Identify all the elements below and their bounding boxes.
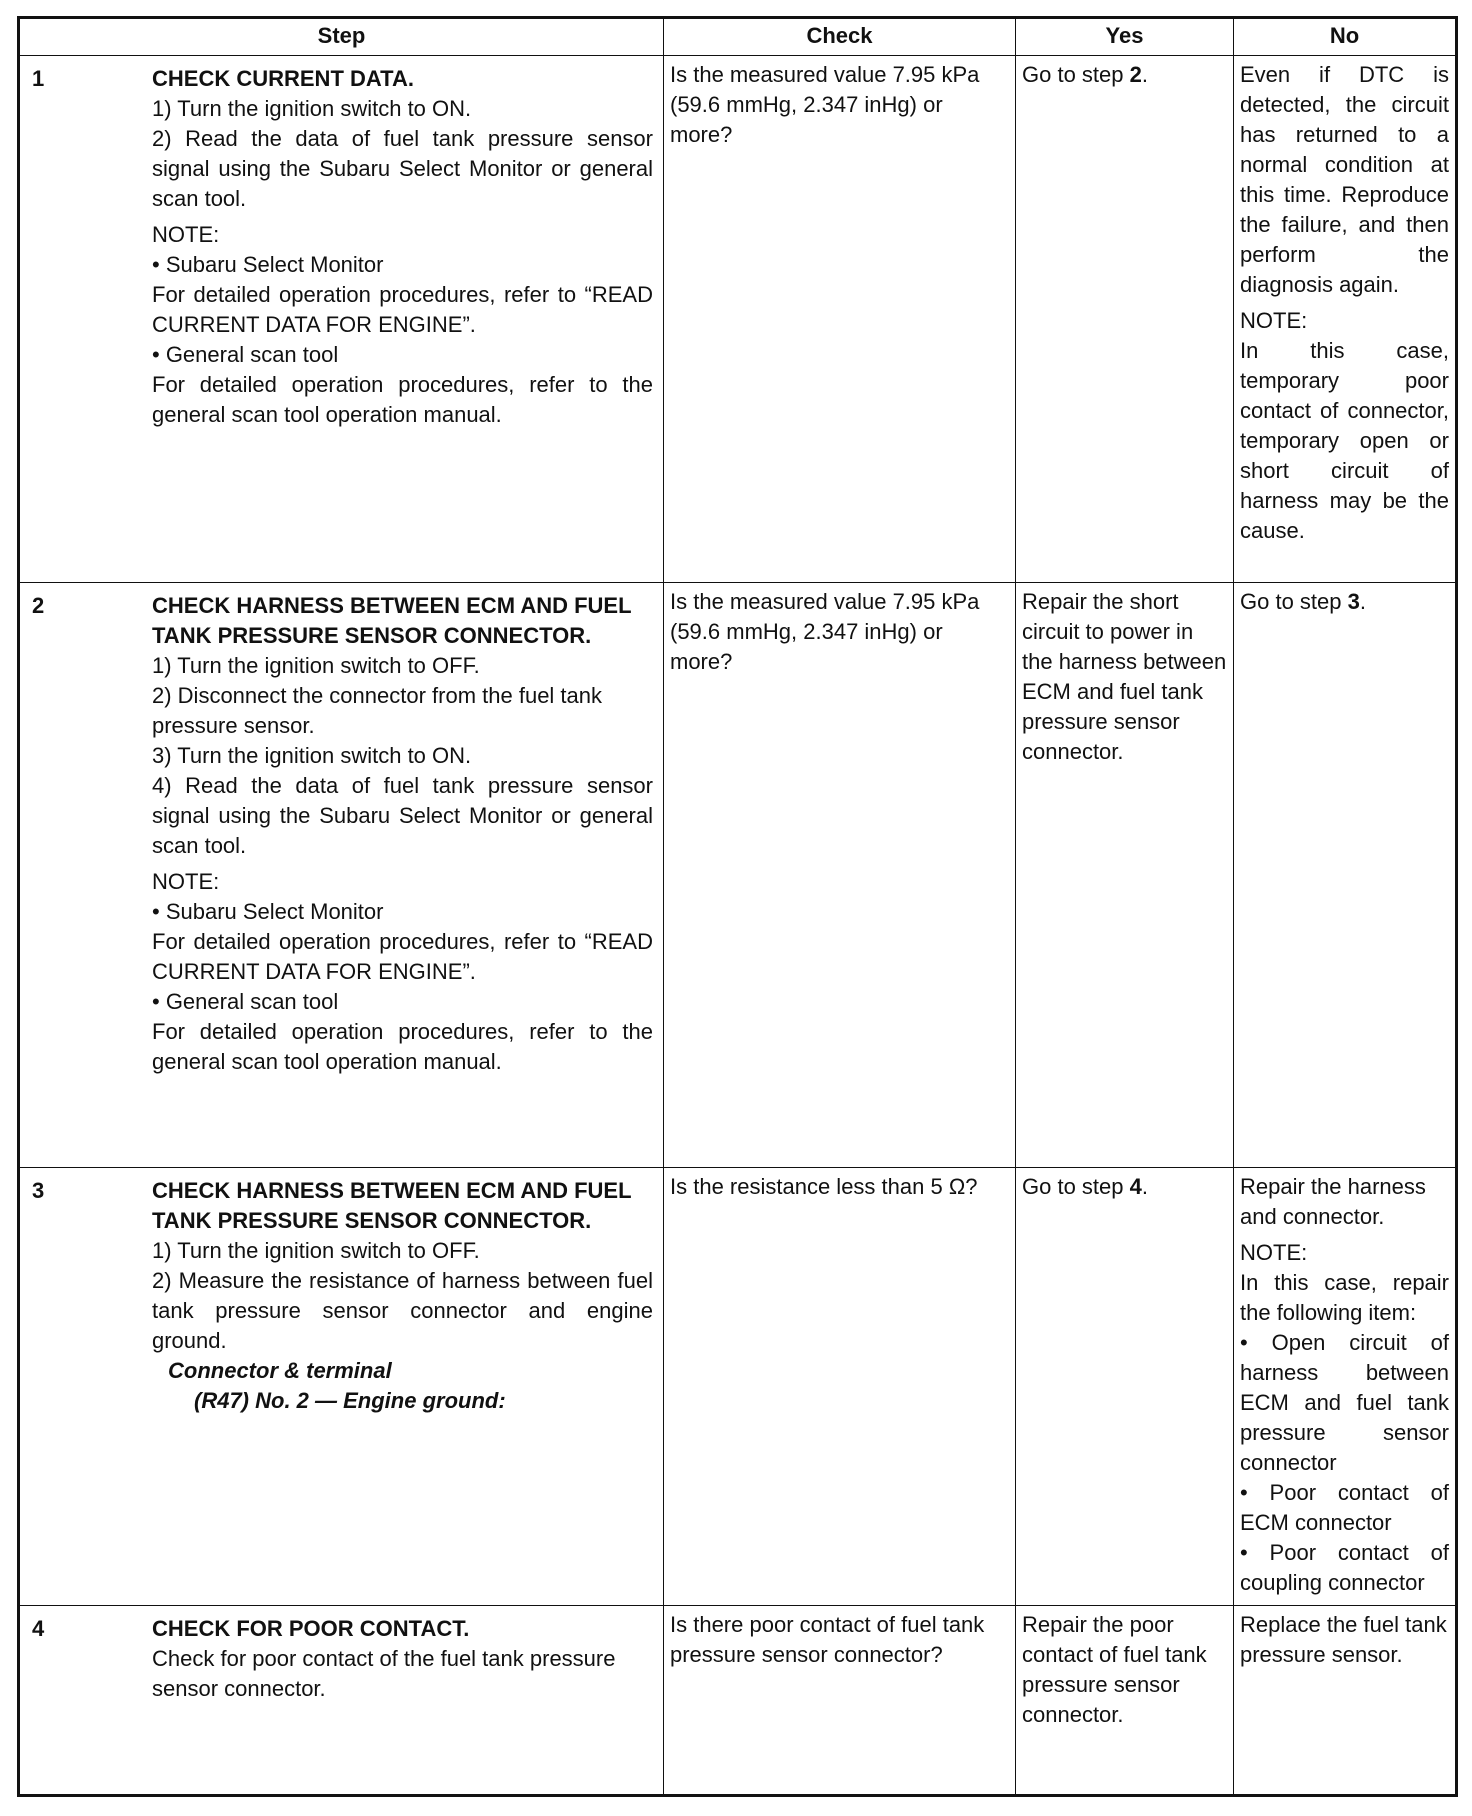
no-note-text: In this case, temporary poor contact of connector, temporary open or short circuit of harness may be the cause. (1240, 338, 1449, 543)
no-cell (1234, 56, 1457, 583)
note-line: For detailed operation procedures, refer to the general scan tool operation manual. (152, 1019, 653, 1074)
step-number: 3 (32, 1178, 45, 1203)
table-row (19, 1168, 1457, 1606)
header-check: Check (664, 18, 1016, 56)
note-heading: NOTE: (152, 222, 220, 247)
step-title: CHECK HARNESS BETWEEN ECM AND FUEL TANK PRESSURE SENSOR CONNECTOR. (152, 593, 632, 648)
header-no: No (1234, 18, 1457, 56)
step-instruction: 2) Read the data of fuel tank pressure sensor signal using the Subaru Select Monitor or general scan tool. (152, 126, 653, 211)
step-cell (19, 1606, 664, 1796)
table-row (19, 1606, 1457, 1796)
no-text: Repair the harness and connector. (1240, 1174, 1426, 1229)
check-cell: Is the resistance less than 5 Ω? (664, 1168, 1016, 1606)
note-line: For detailed operation procedures, refer to “READ CURRENT DATA FOR ENGINE”. (152, 929, 653, 984)
yes-cell (1016, 56, 1234, 583)
step-cell (19, 1168, 664, 1606)
no-note-line: In this case, repair the following item: (1240, 1270, 1449, 1325)
step-instruction: 2) Measure the resistance of harness between fuel tank pressure sensor connector and engine ground. (152, 1268, 653, 1353)
yes-cell (1016, 1168, 1234, 1606)
no-note-line: • Open circuit of harness between ECM and fuel tank pressure sensor connector (1240, 1330, 1449, 1475)
yes-cell: Repair the short circuit to power in the harness between ECM and fuel tank pressure sensor connector. (1016, 583, 1234, 1168)
step-instruction: Check for poor contact of the fuel tank pressure sensor connector. (152, 1646, 616, 1701)
yes-text-end: . (1141, 62, 1148, 87)
note-heading: NOTE: (1240, 308, 1308, 333)
diagnostic-table (17, 16, 1458, 1797)
no-cell (1234, 583, 1457, 1168)
step-reference: 4 (1129, 1174, 1142, 1199)
step-instruction: 2) Disconnect the connector from the fuel tank pressure sensor. (152, 683, 603, 738)
note-line: For detailed operation procedures, refer to the general scan tool operation manual. (152, 372, 653, 427)
no-text: Go to step (1240, 589, 1348, 614)
note-heading: NOTE: (1240, 1240, 1308, 1265)
step-cell (19, 583, 664, 1168)
table-row (19, 56, 1457, 583)
table-row (19, 583, 1457, 1168)
yes-text-end: . (1141, 1174, 1148, 1199)
step-instruction: 3) Turn the ignition switch to ON. (152, 743, 472, 768)
check-cell: Is there poor contact of fuel tank pressure sensor connector? (664, 1606, 1016, 1796)
step-title: CHECK HARNESS BETWEEN ECM AND FUEL TANK PRESSURE SENSOR CONNECTOR. (152, 1178, 632, 1233)
note-line: • Subaru Select Monitor (152, 252, 384, 277)
header-yes: Yes (1016, 18, 1234, 56)
step-instruction: 4) Read the data of fuel tank pressure sensor signal using the Subaru Select Monitor or general scan tool. (152, 773, 653, 858)
no-note-line: • Poor contact of ECM connector (1240, 1480, 1449, 1535)
yes-text: Go to step (1022, 62, 1130, 87)
note-line: For detailed operation procedures, refer to “READ CURRENT DATA FOR ENGINE”. (152, 282, 653, 337)
note-line: • Subaru Select Monitor (152, 899, 384, 924)
check-cell: Is the measured value 7.95 kPa (59.6 mmHg, 2.347 inHg) or more? (664, 583, 1016, 1168)
step-reference: 3 (1347, 589, 1360, 614)
step-instruction: 1) Turn the ignition switch to OFF. (152, 1238, 480, 1263)
no-text-end: . (1359, 589, 1366, 614)
check-cell: Is the measured value 7.95 kPa (59.6 mmHg, 2.347 inHg) or more? (664, 56, 1016, 583)
step-instruction: 1) Turn the ignition switch to ON. (152, 96, 472, 121)
diagnostic-page (17, 16, 1455, 1796)
step-title: CHECK FOR POOR CONTACT. (152, 1616, 470, 1641)
step-cell (19, 56, 664, 583)
note-heading: NOTE: (152, 869, 220, 894)
note-line: • General scan tool (152, 989, 339, 1014)
step-number: 1 (32, 66, 45, 91)
no-text: Even if DTC is detected, the circuit has returned to a normal condition at this time. Reproduce the failure, and then perform the diagnosis again. (1240, 62, 1449, 297)
connector-value: (R47) No. 2 — Engine ground: (194, 1388, 506, 1413)
note-line: • General scan tool (152, 342, 339, 367)
step-reference: 2 (1129, 62, 1142, 87)
step-number: 2 (32, 593, 45, 618)
step-title: CHECK CURRENT DATA. (152, 66, 414, 91)
step-instruction: 1) Turn the ignition switch to OFF. (152, 653, 480, 678)
connector-label: Connector & terminal (168, 1358, 392, 1383)
yes-text: Go to step (1022, 1174, 1130, 1199)
table-header-row (19, 18, 1457, 56)
no-cell: Replace the fuel tank pressure sensor. (1234, 1606, 1457, 1796)
no-note-line: • Poor contact of coupling connector (1240, 1540, 1449, 1595)
header-step: Step (19, 18, 664, 56)
no-cell (1234, 1168, 1457, 1606)
step-number: 4 (32, 1616, 45, 1641)
yes-cell: Repair the poor contact of fuel tank pressure sensor connector. (1016, 1606, 1234, 1796)
